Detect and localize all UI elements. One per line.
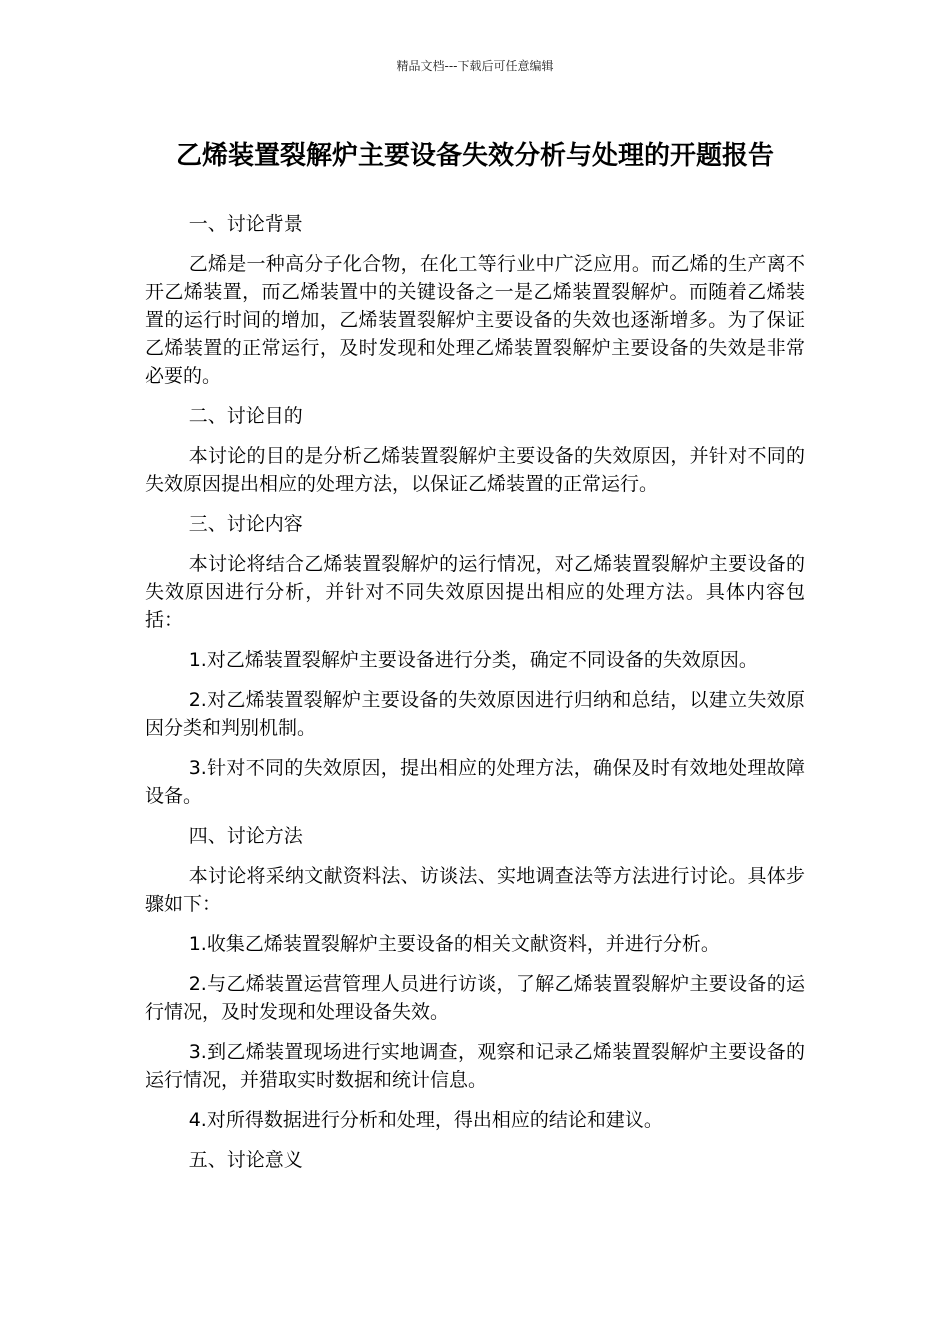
list-item-method-1: 1.收集乙烯装置裂解炉主要设备的相关文献资料，并进行分析。 <box>188 933 720 955</box>
list-item-content-1: 1.对乙烯装置裂解炉主要设备进行分类，确定不同设备的失效原因。 <box>188 649 758 671</box>
paragraph-background: 乙烯是一种高分子化合物，在化工等行业中广泛应用。而乙烯的生产离不开乙烯装置，而乙烯装置中的关键设备之一是乙烯装置裂解炉。而随着乙烯装置的运行时间的增加，乙烯装置裂解炉主要设备的失效也逐渐增多。为了保证乙烯装置的正常运行，及时发现和处理乙烯装置裂解炉主要设备的失效是非常必要的。 <box>145 253 805 387</box>
section-heading-significance: 五、讨论意义 <box>188 1149 303 1171</box>
section-heading-background: 一、讨论背景 <box>188 213 303 235</box>
section-heading-content: 三、讨论内容 <box>188 513 303 535</box>
paragraph-content-intro: 本讨论将结合乙烯装置裂解炉的运行情况，对乙烯装置裂解炉主要设备的失效原因进行分析，并针对不同失效原因提出相应的处理方法。具体内容包括： <box>145 553 805 631</box>
document-body <box>145 210 805 1186</box>
section-heading-method: 四、讨论方法 <box>188 825 303 847</box>
list-item-content-3: 3.针对不同的失效原因，提出相应的处理方法，确保及时有效地处理故障设备。 <box>145 757 805 807</box>
paragraph-method-intro: 本讨论将采纳文献资料法、访谈法、实地调查法等方法进行讨论。具体步骤如下： <box>145 865 805 915</box>
list-item-method-3: 3.到乙烯装置现场进行实地调查，观察和记录乙烯装置裂解炉主要设备的运行情况，并猎取实时数据和统计信息。 <box>145 1041 805 1091</box>
page-title: 乙烯装置裂解炉主要设备失效分析与处理的开题报告 <box>175 141 774 171</box>
list-item-method-4: 4.对所得数据进行分析和处理，得出相应的结论和建议。 <box>188 1109 663 1131</box>
list-item-method-2: 2.与乙烯装置运营管理人员进行访谈，了解乙烯装置裂解炉主要设备的运行情况，及时发现和处理设备失效。 <box>145 973 805 1023</box>
list-item-content-2: 2.对乙烯装置裂解炉主要设备的失效原因进行归纳和总结，以建立失效原因分类和判别机制。 <box>145 689 805 739</box>
header-note: 精品文档---下载后可任意编辑 <box>396 59 554 73</box>
paragraph-purpose: 本讨论的目的是分析乙烯装置裂解炉主要设备的失效原因，并针对不同的失效原因提出相应的处理方法，以保证乙烯装置的正常运行。 <box>145 445 805 495</box>
section-heading-purpose: 二、讨论目的 <box>188 405 303 427</box>
